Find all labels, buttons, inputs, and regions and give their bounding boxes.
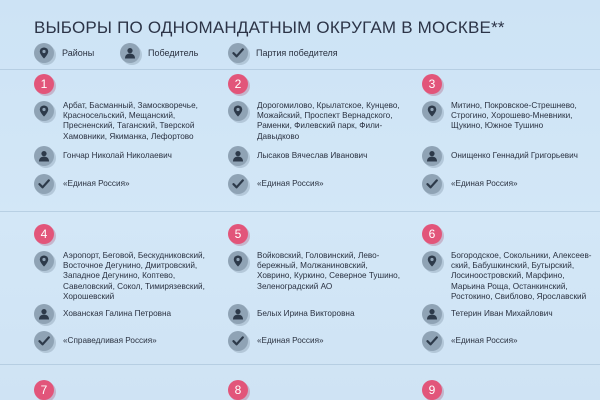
district-number: 2 [228, 74, 248, 94]
party-name: «Единая Россия» [451, 178, 518, 188]
winner-row [422, 304, 600, 324]
checkmark-icon [422, 174, 442, 194]
district-line: Раменки, Филевский парк, Фили- [257, 121, 383, 131]
districts-row [422, 251, 600, 302]
district-number: 3 [422, 74, 442, 94]
district-line: Пресненский, Таганский, Тверской [63, 121, 195, 131]
party-name: «Единая Россия» [451, 335, 518, 345]
district-line: Красносельский, Мещанский, [63, 111, 176, 121]
district-line: Западное Дегунино, Коптево, [63, 271, 176, 281]
winner-name: Тетерин Иван Михайлович [451, 308, 553, 318]
district-line: Аэропорт, Беговой, Бескудниковский, [63, 251, 205, 260]
winner-name: Лысаков Вячеслав Иванович [257, 150, 368, 160]
winner-name: Белых Ирина Викторовна [257, 308, 355, 318]
map-pin-icon [422, 101, 442, 121]
winner-name: Онищенко Геннадий Григорьевич [451, 150, 578, 160]
district-line: бережный, Молжаниновский, [257, 261, 368, 271]
map-pin-icon [422, 251, 442, 271]
districts-list [257, 251, 412, 292]
district-line: Щукино, Южное Тушино [451, 121, 544, 131]
district-line: Арбат, Басманный, Замоскворечье, [63, 101, 198, 110]
person-icon [34, 304, 54, 324]
party-name: «Единая Россия» [63, 178, 130, 188]
party-name: «Справедливая Россия» [63, 335, 157, 345]
party-row [34, 331, 218, 351]
legend-districts-label: Районы [62, 48, 95, 58]
districts-list [257, 101, 412, 142]
district-line: Войковский, Головинский, Лево- [257, 251, 380, 260]
person-icon [228, 146, 248, 166]
district-line: Марьина Роща, Останкинский, [451, 281, 568, 291]
district-number: 4 [34, 224, 54, 244]
legend-winner [120, 42, 198, 64]
district-line: Митино, Покровское-Стрешнево, [451, 101, 577, 110]
winner-name: Гончар Николай Николаевич [63, 150, 172, 160]
party-row [422, 331, 600, 351]
district-number: 6 [422, 224, 442, 244]
legend-winner-label: Победитель [148, 48, 199, 58]
party-row [422, 174, 600, 194]
districts-list [63, 251, 218, 302]
districts-row [422, 101, 600, 132]
district-line: Ховрино, Куркино, Северное Тушино, [257, 271, 400, 281]
map-pin-icon [228, 101, 248, 121]
page-title: ВЫБОРЫ ПО ОДНОМАНДАТНЫМ ОКРУГАМ В МОСКВЕ** [34, 18, 505, 37]
divider [0, 69, 600, 70]
winner-row [34, 304, 218, 324]
checkmark-icon [422, 331, 442, 351]
district-line: Ростокино, Свиблово, Ярославский [451, 291, 587, 301]
legend-districts [34, 42, 94, 64]
district-number: 5 [228, 224, 248, 244]
winner-row [422, 146, 600, 166]
person-icon [120, 43, 140, 63]
party-row [34, 174, 218, 194]
district-line: Хорошевский [63, 291, 115, 301]
district-card-7 [34, 380, 214, 400]
checkmark-icon [34, 174, 54, 194]
legend-party-label: Партия победителя [256, 48, 338, 58]
checkmark-icon [228, 174, 248, 194]
person-icon [422, 146, 442, 166]
checkmark-icon [228, 43, 248, 63]
district-line: Хамовники, Якиманка, Лефортово [63, 131, 194, 141]
district-line: Можайский, Проспект Вернадского, [257, 111, 393, 121]
party-row [228, 331, 412, 351]
district-line: Давыдково [257, 131, 300, 141]
district-number: 9 [422, 380, 442, 400]
district-card-4 [34, 224, 214, 345]
person-icon [34, 146, 54, 166]
districts-list [451, 101, 600, 132]
district-line: ский, Бабушкинский, Бутырский, [451, 261, 575, 271]
district-line: Строгино, Хорошево-Мневники, [451, 111, 573, 121]
map-pin-icon [34, 101, 54, 121]
map-pin-icon [228, 251, 248, 271]
checkmark-icon [34, 331, 54, 351]
person-icon [422, 304, 442, 324]
winner-name: Хованская Галина Петровна [63, 308, 172, 318]
districts-list [451, 251, 600, 302]
district-card-3 [422, 74, 600, 188]
districts-list [63, 101, 218, 142]
map-pin-icon [34, 251, 54, 271]
district-card-9 [422, 380, 600, 400]
district-line: Савеловский, Сокол, Тимирязевский, [63, 281, 205, 291]
district-card-5 [228, 224, 408, 345]
divider [0, 364, 600, 365]
district-card-8 [228, 380, 408, 400]
winner-row [228, 304, 412, 324]
party-name: «Единая Россия» [257, 178, 324, 188]
district-line: Дорогомилово, Крылатское, Кунцево, [257, 101, 400, 110]
party-row [228, 174, 412, 194]
district-card-2 [228, 74, 408, 188]
district-number: 1 [34, 74, 54, 94]
district-card-6 [422, 224, 600, 345]
district-number: 8 [228, 380, 248, 400]
district-line: Восточное Дегунино, Дмитровский, [63, 261, 198, 271]
district-line: Лосиноостровский, Марфино, [451, 271, 565, 281]
winner-row [34, 146, 218, 166]
map-pin-icon [34, 43, 54, 63]
legend [0, 42, 600, 64]
districts-row [228, 251, 412, 292]
district-line: Зеленоградский АО [257, 281, 333, 291]
districts-row [228, 101, 412, 142]
checkmark-icon [228, 331, 248, 351]
person-icon [228, 304, 248, 324]
divider [0, 211, 600, 212]
party-name: «Единая Россия» [257, 335, 324, 345]
district-number: 7 [34, 380, 54, 400]
legend-party [228, 42, 338, 64]
districts-row [34, 251, 218, 302]
district-card-1 [34, 74, 214, 188]
winner-row [228, 146, 412, 166]
districts-row [34, 101, 218, 142]
district-line: Богородское, Сокольники, Алексеев- [451, 251, 592, 260]
